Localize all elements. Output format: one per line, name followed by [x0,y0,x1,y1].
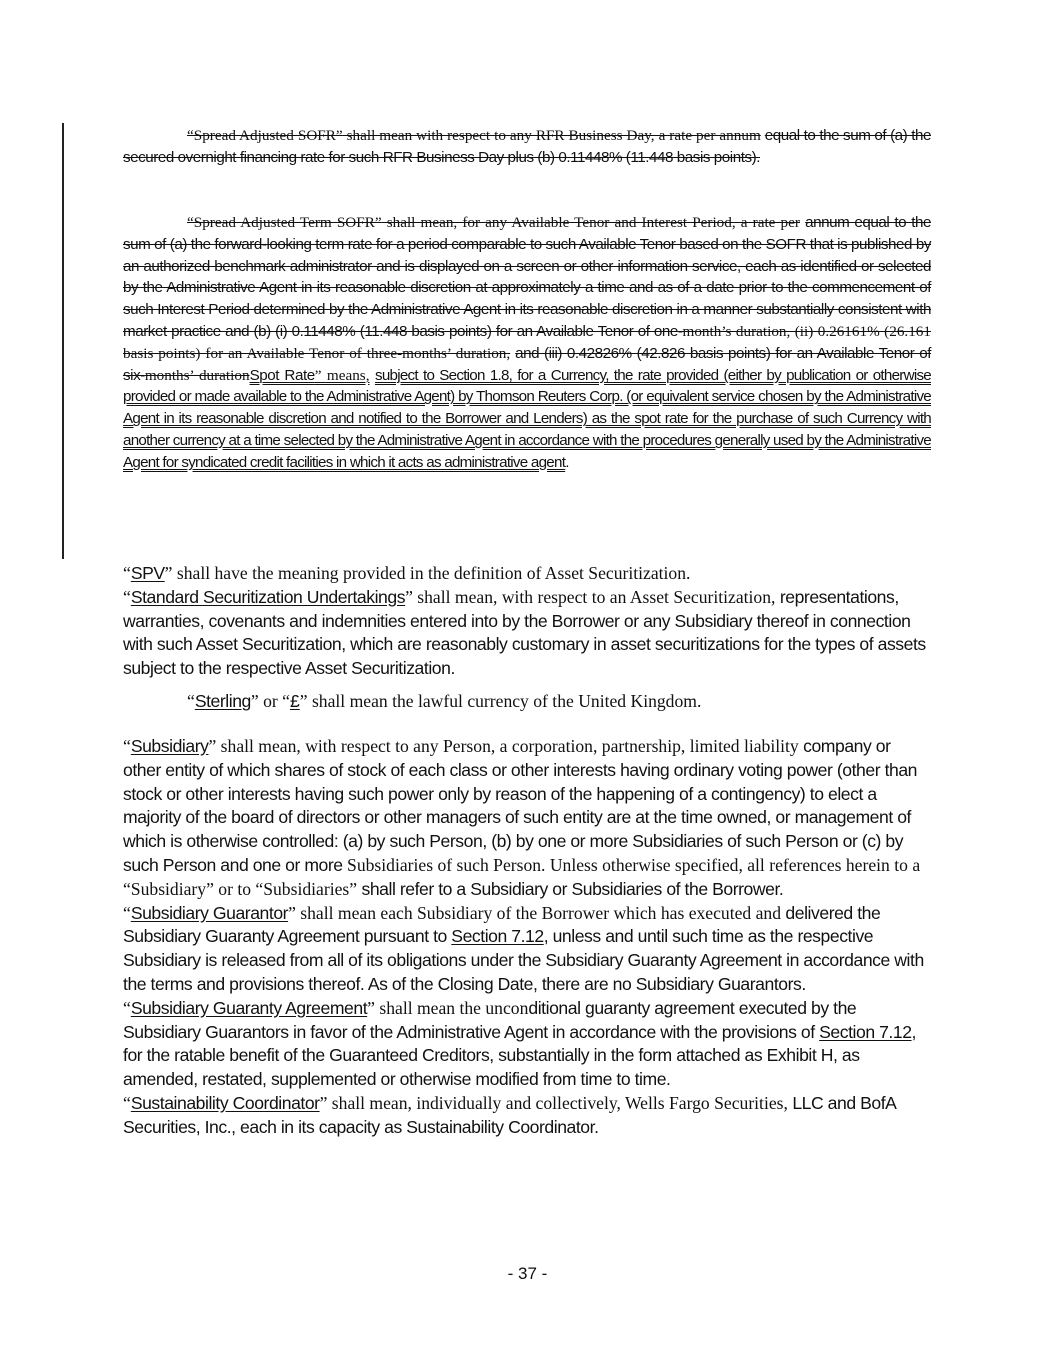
definition-standard-securitization-undertakings: “Standard Securitization Undertakings” shall mean, with respect to an Asset Securitization, representations, warranties, covenants and indemnities entered into by the Borrower or any Subsidiary thereof in connection with such Asset Securitization, which are reasonably customary in asset securitizations for the types of assets subject to the respective Asset Securitization. [123,586,926,679]
definition-text-continued: delivered the Subsidiary Guaranty Agreement pursuant to [123,902,881,947]
deleted-body: annum equal to the sum of (a) the forward-looking term rate for a period comparable to such Available Tenor based on the SOFR that is published by an authorized benchmark administrator and is displayed on a screen or other information service, each as identified or selected by the Administrative Agent in its reasonable discretion at approximately a time and as of a date prior to the commencement of such Interest Period determined by the Administrative Agent in its reasonable discretion in a manner substantially consistent with market practice and (b) (i) 0.11448% (11.448 basis points) for an Available Tenor of one- [123,214,932,340]
inserted-quote-tail: ” means, [314,366,370,384]
deleted-lead: shall mean with respect to any RFR Business Day, a rate per annum [342,127,761,144]
section-reference-link[interactable]: Section 7.12 [819,1021,912,1042]
deleted-lead: shall mean, for any Available Tenor and Interest Period, a rate per [381,214,800,231]
deleted-serif-part: month’s duration, (ii) 0.26161% (26.161 basis points) for an Available Tenor of three-months’ duration, [123,322,931,362]
definition-text-continued: representations, warranties, covenants and indemnities entered into by the Borrower or any Subsidiary thereof in connection with such Asset Securitization, which are reasonably customary in asset securitizations for the types of assets subject to the respective Asset Securitization. [123,586,926,679]
definition-text: shall mean, individually and collectively, Wells Fargo Securities, [327,1092,788,1113]
defined-term-subsidiary-guarantor: Subsidiary Guarantor [130,902,289,923]
deleted-definition-spread-adjusted-sofr [123,125,931,169]
definition-text-continued: LLC and BofA Securities, Inc., each in its capacity as Sustainability Coordinator. [123,1092,896,1137]
definition-text-end: , for the ratable benefit of the Guaranteed Creditors, substantially in the form attached as Exhibit H, as amended, restated, supplemented or otherwise modified from time to time. [123,1021,916,1090]
page-number: - 37 - [507,1264,548,1283]
defined-term-sustainability-coordinator: Sustainability Coordinator [130,1092,320,1113]
inserted-definition-body: subject to Section 1.8, for a Currency, the rate provided (either by publication or otherwise provided or made available to the Administrative Agent) by Thomson Reuters Corp. (or equivalent service chosen by the Administrative Agent in its reasonable discretion and notified to the Borrower and Lenders) as the spot rate for the purchase of such Currency with another currency at a time selected by the Administrative Agent in accordance with the procedures generally used by the Administrative Agent for syndicated credit facilities in which it acts as administrative agent [123,366,931,471]
defined-term-sterling: Sterling [194,691,251,711]
revision-change-bar [62,123,64,559]
defined-term-pound-symbol: £ [289,691,300,711]
definition-text-serif: Subsidiaries of such Person. Unless otherwise specified, all references herein to a “Subsidiary” or to “Subsidiaries” [123,854,921,899]
deleted-term: “Spread Adjusted Term SOFR” [187,214,382,231]
definition-text: shall have the meaning provided in the definition of Asset Securitization. [172,563,691,583]
definition-text-end: shall refer to a Subsidiary or Subsidiaries of the Borrower. [357,878,784,899]
definition-text-continued: company or other entity of which shares of stock of each class or other interests having ordinary voting power (other than stock or other interests having such power only by reason of the happening of a contingency) to elect a majority of the board of directors or other managers of such entity are at the time owned, or management of which is otherwise controlled: (a) by such Person, (b) by one or more Subsidiaries of such Person or (c) by such Person and one or more [123,736,918,875]
defined-term-subsidiary-guaranty-agreement: Subsidiary Guaranty Agreement [130,997,368,1018]
section-reference-link[interactable]: Section 7.12 [451,926,544,947]
definition-text: shall mean the lawful currency of the United Kingdom. [307,691,702,711]
definitions-subsidiary-group [123,735,931,1140]
definition-text: shall mean, with respect to any Person, a corporation, partnership, limited liability [216,736,799,756]
deleted-term: “Spread Adjusted SOFR” [187,127,343,144]
definition-text-continued: ditional guaranty agreement executed by the Subsidiary Guarantors in favor of the Administrative Agent in accordance with the provisions of [123,997,857,1042]
defined-term-spv: SPV [130,563,165,583]
deleted-definition-spread-adjusted-term-sofr [123,212,931,474]
definition-subsidiary: “Subsidiary” shall mean, with respect to any Person, a corporation, partnership, limited liability company or other entity of which shares of stock of each class or other interests having ordinary voting power (other than stock or other interests having such power only by reason of the happening of a contingency) to elect a majority of the board of directors or other managers of such entity are at the time owned, or management of which is otherwise controlled: (a) by such Person, (b) by one or more Subsidiaries of such Person or (c) by such Person and one or more Subsidiaries of such Person. Unless otherwise specified, all references herein to a “Subsidiary” or to “Subsidiaries” shall refer to a Subsidiary or Subsidiaries of the Borrower. [123,736,921,899]
definition-subsidiary-guarantor: “Subsidiary Guarantor” shall mean each Subsidiary of the Borrower which has executed and delivered the Subsidiary Guaranty Agreement pursuant to Section 7.12, unless and until such time as the respective Subsidiary is released from all of its obligations under the Subsidiary Guaranty Agreement in accordance with the terms and provisions thereof. As of the Closing Date, there are no Subsidiary Guarantors. [123,902,924,994]
definition-sterling: “Sterling” or “£” shall mean the lawful currency of the United Kingdom. [187,691,702,711]
deleted-body: equal to the sum of (a) the secured overnight financing rate for such RFR Business Day plus (b) 0.11448% (11.448 basis points). [123,127,931,166]
definition-text: shall mean, with respect to an Asset Securitization, [412,586,776,607]
deleted-body-2: and (iii) 0.42826% (42.826 basis points) for an Available Tenor of six- [123,344,932,384]
defined-term-subsidiary: Subsidiary [130,736,209,756]
deleted-serif-part-2: months’ duration [144,366,250,384]
definition-text: shall mean each Subsidiary of the Borrower which has executed and [295,902,782,923]
defined-term-standard-securitization-undertakings: Standard Securitization Undertakings [130,586,406,607]
inserted-term-spot-rate: Spot Rate [249,366,315,384]
definition-sustainability-coordinator: “Sustainability Coordinator” shall mean, individually and collectively, Wells Fargo Securities, LLC and BofA Securities, Inc., each in its capacity as Sustainability Coordinator. [123,1092,896,1137]
definition-spv: “SPV” shall have the meaning provided in the definition of Asset Securitization. “Standard Securitization Undertakings” shall mean, with respect to an Asset Securitization, representations, warranties, covenants and indemnities entered into by the Borrower or any Subsidiary thereof in connection with such Asset Securitization, which are reasonably customary in asset securitizations for the types of assets subject to the respective Asset Securitization. [123,562,931,681]
inserted-end: . [565,453,570,471]
definition-text: shall mean the uncon [374,997,529,1018]
definition-subsidiary-guaranty-agreement: “Subsidiary Guaranty Agreement” shall mean the unconditional guaranty agreement executed by the Subsidiary Guarantors in favor of the Administrative Agent in accordance with the provisions of Section 7.12, for the ratable benefit of the Guaranteed Creditors, substantially in the form attached as Exhibit H, as amended, restated, supplemented or otherwise modified from time to time. [123,997,916,1090]
definition-text-end: , unless and until such time as the respective Subsidiary is released from all of its obligations under the Subsidiary Guaranty Agreement in accordance with the terms and provisions thereof. As of the Closing Date, there are no Subsidiary Guarantors. [123,926,924,994]
